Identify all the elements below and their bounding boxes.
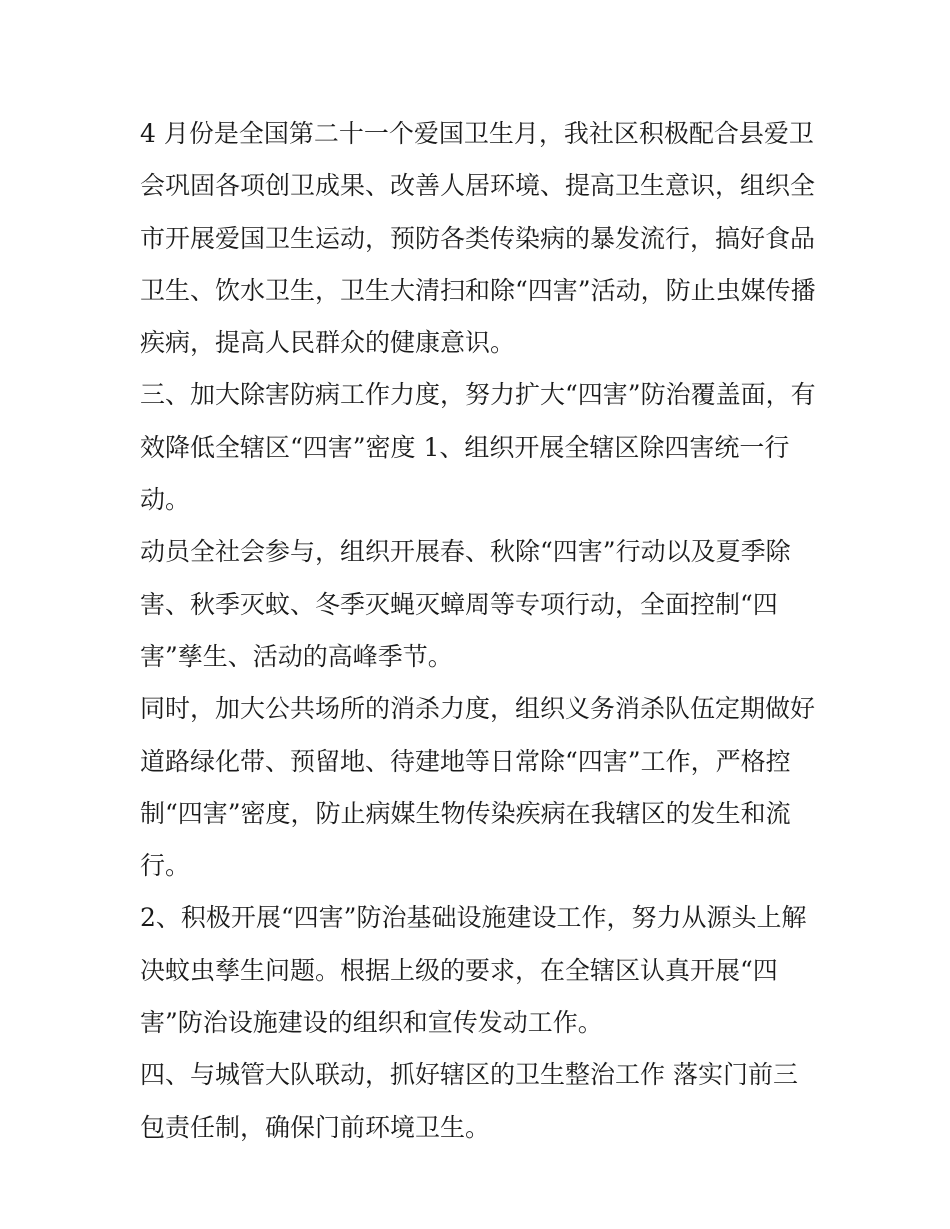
text-line: 包责任制，确保门前环境卫生。 <box>140 1112 491 1142</box>
text-line: 市开展爱国卫生运动，预防各类传染病的暴发流行，搞好食品 <box>140 223 816 253</box>
text-line: 4 月份是全国第二十一个爱国卫生月，我社区积极配合县爱卫 <box>140 119 814 148</box>
text-line: 害”防治设施建设的组织和宣传发动工作。 <box>140 1008 603 1038</box>
text-line: 四、与城管大队联动，抓好辖区的卫生整治工作 落实门前三 <box>140 1060 798 1090</box>
text-line: 害”孳生、活动的高峰季节。 <box>140 641 453 671</box>
text-line: 同时，加大公共场所的消杀力度，组织义务消杀队伍定期做好 <box>140 694 816 724</box>
text-line: 2、积极开展“四害”防治基础设施建设工作，努力从源头上解 <box>140 903 807 933</box>
text-line: 动。 <box>140 485 191 515</box>
text-line: 道路绿化带、预留地、待建地等日常除“四害”工作，严格控 <box>140 746 791 776</box>
document-body <box>140 108 820 1154</box>
text-line: 制“四害”密度，防止病媒生物传染疾病在我辖区的发生和流 <box>140 798 791 828</box>
text-line: 三、加大除害防病工作力度，努力扩大“四害”防治覆盖面，有 <box>140 380 816 410</box>
text-line: 效降低全辖区“四害”密度 1、组织开展全辖区除四害统一行 <box>140 432 790 462</box>
text-line: 动员全社会参与，组织开展春、秋除“四害”行动以及夏季除 <box>140 537 791 567</box>
text-line: 决蚊虫孳生问题。根据上级的要求，在全辖区认真开展“四 <box>140 955 778 985</box>
text-line: 行。 <box>140 851 191 881</box>
text-line: 会巩固各项创卫成果、改善人居环境、提高卫生意识，组织全 <box>140 171 816 201</box>
text-line: 疾病，提高人民群众的健康意识。 <box>140 328 516 358</box>
text-line: 害、秋季灭蚊、冬季灭蝇灭蟑周等专项行动，全面控制“四 <box>140 589 778 619</box>
text-line: 卫生、饮水卫生，卫生大清扫和除“四害”活动，防止虫媒传播 <box>140 275 816 305</box>
